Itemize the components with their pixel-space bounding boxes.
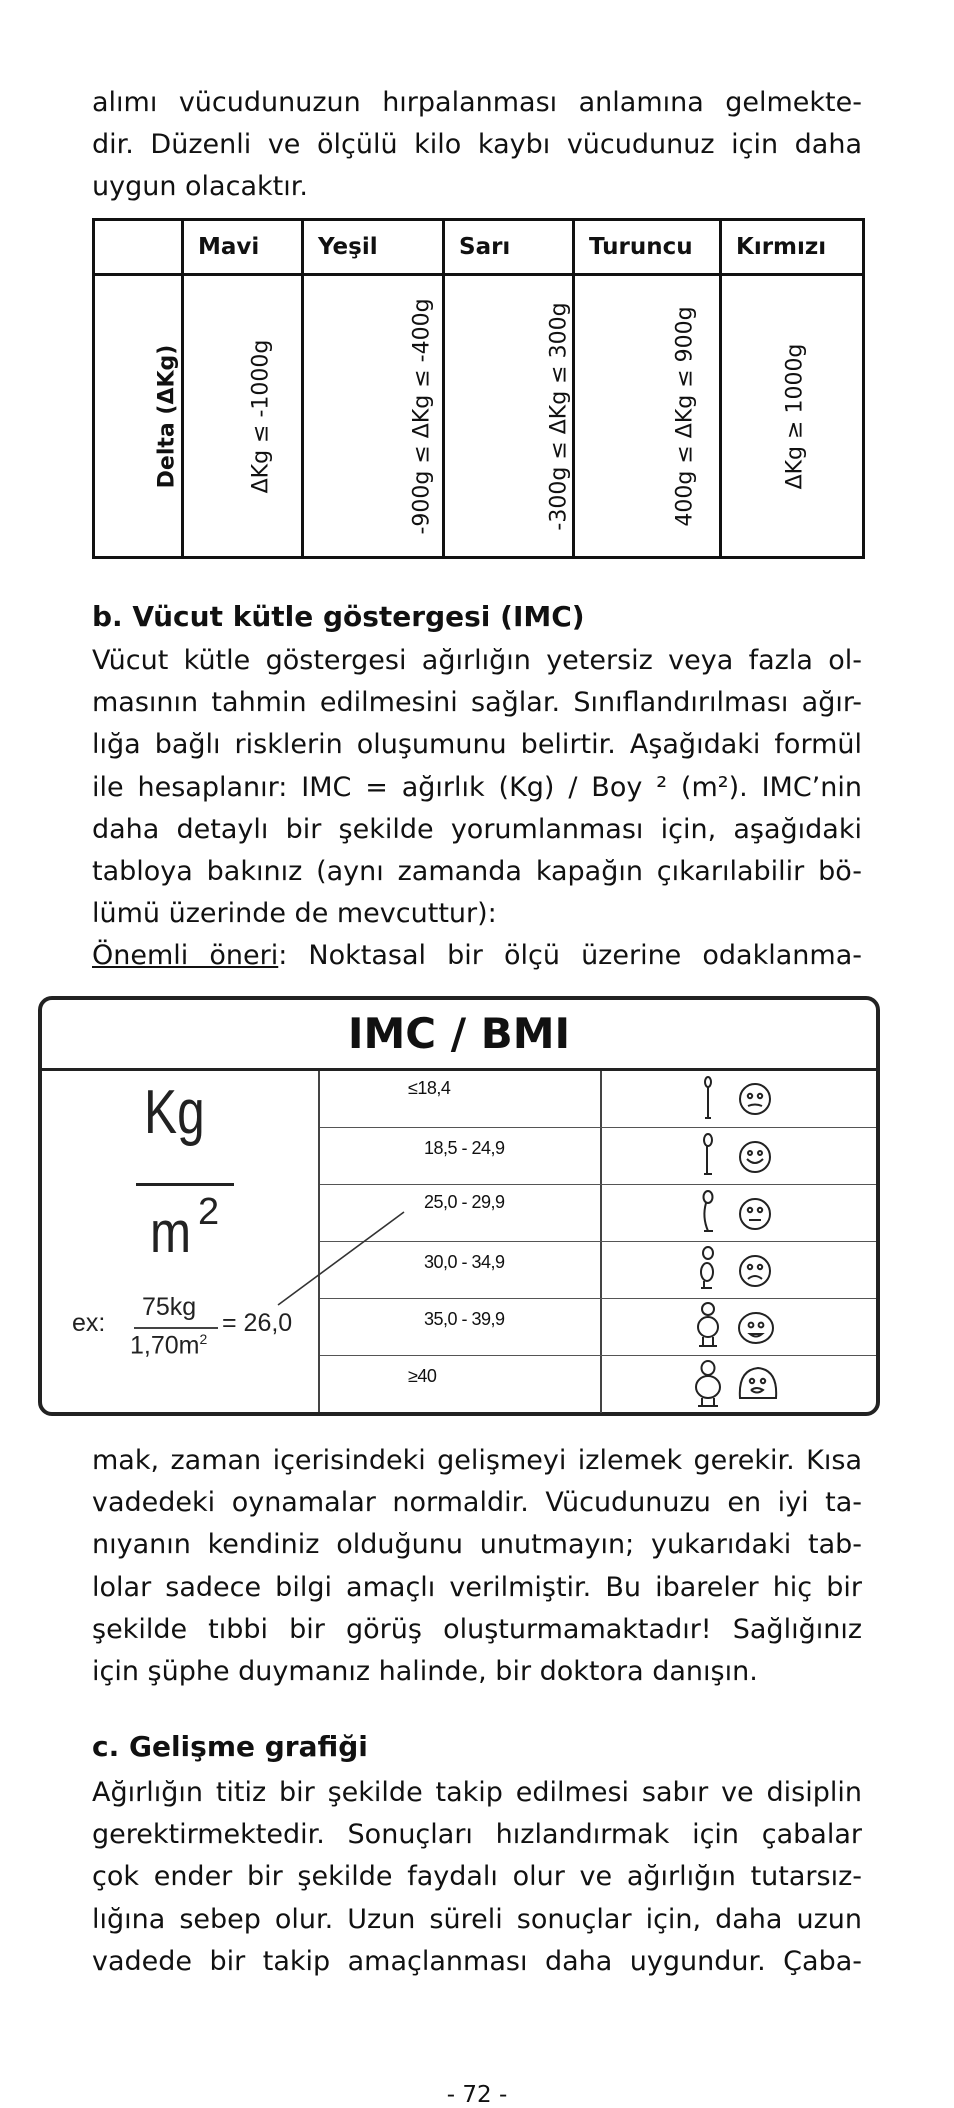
delta-value: -900g ≤ ΔKg ≤ -400g xyxy=(409,297,435,535)
section-c-heading: c. Gelişme grafiği xyxy=(92,1730,368,1763)
advice-label: Önemli öneri xyxy=(92,940,279,972)
delta-table-header-row xyxy=(94,220,864,275)
formula-exponent: 2 xyxy=(198,1191,220,1233)
text-line: tabloya bakınız (aynı zamanda kapağın çıkarılabilir bö- xyxy=(92,856,862,888)
text-line: dir. Düzenli ve ölçülü kilo kaybı vücudunuz için daha xyxy=(92,129,862,161)
text-line: gerektirmektedir. Sonuçları hızlandırmak için çabalar xyxy=(92,1819,862,1851)
delta-header-kirmizi: Kırmızı xyxy=(721,220,864,275)
text-line: vadedeki oynamalar normaldir. Vücudunuzu en iyi ta- xyxy=(92,1487,862,1519)
text-line: mak, zaman içerisindeki gelişmeyi izlemek gerekir. Kısa xyxy=(92,1445,862,1476)
text-line: için şüphe duymanız halinde, bir doktora danışın. xyxy=(92,1656,758,1688)
delta-cell-yesil xyxy=(303,275,444,558)
intro-paragraph xyxy=(92,82,862,209)
text-line: lığına sebep olur. Uzun süreli sonuçlar için, daha uzun xyxy=(92,1903,862,1935)
text-line: lümü üzerinde de mevcuttur): xyxy=(92,898,497,930)
imc-range-label: 18,5 - 24,9 xyxy=(320,1128,602,1184)
example-pointer-line xyxy=(42,1000,884,1420)
text-line: çok ender bir şekilde faydalı olur ve ağırlığın tutarsız- xyxy=(92,1861,862,1893)
delta-row-label-cell xyxy=(94,275,183,558)
text-line: nıyanın kendiniz olduğunu unutmayın; yukarıdaki tab- xyxy=(92,1529,862,1561)
text-line: masının tahmin edilmesini sağlar. Sınıflandırılması ağır- xyxy=(92,687,862,719)
formula-denominator: m xyxy=(150,1200,192,1265)
text-line: vadede bir takip amaçlanması daha uygundur. Çaba- xyxy=(92,1945,862,1977)
delta-table-row xyxy=(94,275,864,558)
delta-cell-turuncu xyxy=(574,275,721,558)
text-line: lolar sadece bilgi amaçlı verilmiştir. Bu ibareler hiç bir xyxy=(92,1571,862,1603)
advice-line xyxy=(92,935,862,977)
delta-header-yesil: Yeşil xyxy=(303,220,444,275)
text-line: Vücut kütle göstergesi ağırlığın yetersiz veya fazla ol- xyxy=(92,645,862,676)
imc-chart xyxy=(38,996,880,1416)
delta-cell-kirmizi xyxy=(721,275,864,558)
formula-numerator: Kg xyxy=(144,1078,205,1147)
delta-header-turuncu: Turuncu xyxy=(574,220,721,275)
example-numerator: 75kg xyxy=(142,1293,197,1321)
section-b-heading: b. Vücut kütle göstergesi (IMC) xyxy=(92,600,585,633)
text-line: ile hesaplanır: IMC = ağırlık (Kg) / Boy ² (m²). IMC’nin xyxy=(92,771,862,803)
example-denominator-exponent: 2 xyxy=(199,1331,208,1347)
example-denominator: $1,70m^2$ xyxy=(130,1331,208,1360)
advice-text: : Noktasal bir ölçü üzerine odaklanma- xyxy=(278,940,862,972)
page-number: - 72 - xyxy=(446,2082,508,2108)
imc-range-label: 35,0 - 39,9 xyxy=(320,1299,602,1355)
text-line: uygun olacaktır. xyxy=(92,171,308,203)
delta-value: 400g ≤ ΔKg ≤ 900g xyxy=(672,305,698,527)
imc-range-label: ≤18,4 xyxy=(320,1071,602,1127)
delta-cell-mavi xyxy=(183,275,303,558)
text-line: alımı vücudunuzun hırpalanması anlamına gelmekte- xyxy=(92,87,862,118)
delta-header-sari: Sarı xyxy=(444,220,574,275)
text-line: lığa bağlı risklerin oluşumunu belirtir. Aşağıdaki formül xyxy=(92,729,862,761)
delta-cell-sari xyxy=(444,275,574,558)
example-result: = 26,0 xyxy=(222,1309,293,1337)
section-b-paragraph xyxy=(92,640,862,978)
delta-header-empty xyxy=(94,220,183,275)
imc-range-label: 30,0 - 34,9 xyxy=(320,1242,602,1298)
imc-range-label: 25,0 - 29,9 xyxy=(320,1185,602,1241)
delta-value: ΔKg ≥ 1000g xyxy=(782,343,808,489)
section-c-paragraph xyxy=(92,1772,862,1983)
imc-title: IMC / BMI xyxy=(42,1000,876,1071)
delta-row-label: Delta (ΔKg) xyxy=(154,344,180,488)
delta-value: -300g ≤ ΔKg ≤ 300g xyxy=(546,301,572,531)
text-line: Ağırlığın titiz bir şekilde takip edilmesi sabır ve disiplin xyxy=(92,1777,862,1808)
text-line: daha detaylı bir şekilde yorumlanması için, aşağıdaki xyxy=(92,813,862,845)
delta-value: ΔKg ≤ -1000g xyxy=(248,339,274,493)
text-line: şekilde tıbbi bir görüş oluşturmamaktadır! Sağlığınız xyxy=(92,1613,862,1645)
after-chart-paragraph xyxy=(92,1440,862,1693)
delta-table xyxy=(92,218,865,559)
example-prefix: ex: xyxy=(72,1309,106,1337)
delta-header-mavi: Mavi xyxy=(183,220,303,275)
imc-range-label: ≥40 xyxy=(320,1356,602,1413)
